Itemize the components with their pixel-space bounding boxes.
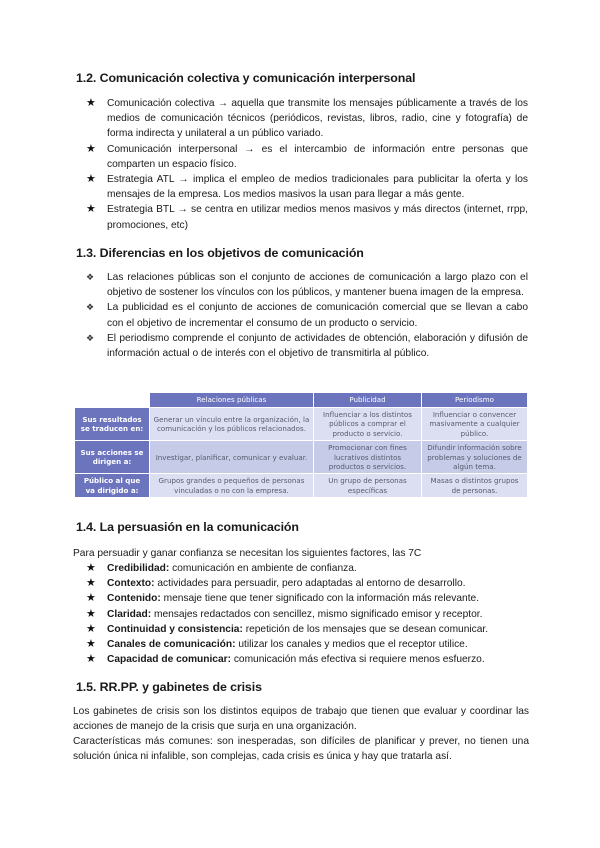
paragraph: Características más comunes: son inesperadas, son difíciles de planificar y prever, no tienen una solución única ni infalible, son complejas, cada crisis es única y hay que tratarla así. — [73, 736, 529, 763]
section-heading-1-2: 1.2. Comunicación colectiva y comunicación interpersonal — [76, 71, 416, 85]
list-item: ❖ La publicidad es el conjunto de acciones de comunicación comercial que se llevan a cabo con el objetivo de incrementar el consumo de un producto o servicio. — [82, 300, 528, 330]
table-cell: Masas o distintos grupos de personas. — [430, 476, 519, 495]
section-1-4-intro: Para persuadir y ganar confianza se necesitan los siguientes factores, las 7C — [73, 548, 422, 559]
table-corner — [75, 393, 150, 408]
list-item: ★ Claridad: mensajes redactados con sencillez, mismo significado emisor y receptor. — [82, 607, 532, 622]
row-label: Sus resultados se traducen en: — [75, 408, 150, 441]
list-item: ★ Credibilidad: comunicación en ambiente de confianza. — [82, 561, 532, 576]
list-item: ★ Comunicación interpersonal → es el intercambio de información entre personas que comparten un espacio físico. — [82, 142, 528, 172]
list-item: ★ Comunicación colectiva → aquella que transmite los mensajes públicamente a través de los medios de comunicación técnicos (periódicos, revistas, libros, radio, cine y fotografía) de forma indirecta y unilateral a un público variado. — [82, 96, 528, 142]
table-header: Publicidad — [314, 393, 422, 408]
table-cell: Un grupo de personas específicas — [328, 476, 407, 495]
row-label: Sus acciones se dirigen a: — [75, 441, 150, 474]
table-cell: Generar un vínculo entre la organización, la comunicación y los públicos relacionados. — [153, 414, 310, 434]
table-row — [75, 474, 528, 498]
table-row — [75, 441, 528, 474]
table-row — [75, 408, 528, 441]
table-cell: Grupos grandes o pequeños de personas vinculadas o no con la empresa. — [158, 476, 305, 495]
list-item: ★ Continuidad y consistencia: repetición de los mensajes que se desean comunicar. — [82, 622, 532, 637]
comparison-table — [74, 392, 528, 498]
list-item: ★ Contenido: mensaje tiene que tener significado con la información más relevante. — [82, 591, 532, 606]
list-item: ❖ Las relaciones públicas son el conjunto de acciones de comunicación a largo plazo con el objetivo de sostener los vínculos con los públicos, y mantener buena imagen de la empresa. — [82, 270, 528, 300]
list-item: ★ Canales de comunicación: utilizar los canales y medios que el receptor utilice. — [82, 637, 532, 652]
table-cell: Influenciar o convencer masivamente a cualquier público. — [429, 410, 520, 438]
seven-c-list — [82, 561, 532, 667]
table-header: Relaciones públicas — [150, 393, 314, 408]
list-item: ★ Capacidad de comunicar: comunicación más efectiva si requiere menos esfuerzo. — [82, 652, 532, 667]
section-heading-1-4: 1.4. La persuasión en la comunicación — [76, 520, 299, 534]
table-cell: Promocionar con fines lucrativos distintos productos o servicios. — [328, 443, 407, 472]
table-cell: Difundir información sobre problemas y soluciones de algún tema. — [427, 443, 522, 472]
section-heading-1-5: 1.5. RR.PP. y gabinetes de crisis — [76, 680, 262, 694]
table-header: Periodismo — [422, 393, 528, 408]
section-1-3-list — [82, 270, 528, 361]
list-item: ★ Estrategia ATL → implica el empleo de medios tradicionales para publicitar la oferta y los mensajes de la empresa. Los medios masivos la usan para llegar a más gente. — [82, 172, 528, 202]
list-item: ★ Estrategia BTL → se centra en utilizar medios menos masivos y más directos (internet, rrpp, promociones, etc) — [82, 202, 528, 232]
table-cell: Investigar, planificar, comunicar y evaluar. — [155, 452, 308, 462]
list-item: ★ Contexto: actividades para persuadir, pero adaptadas al entorno de desarrollo. — [82, 576, 532, 591]
paragraph: Los gabinetes de crisis son los distintos equipos de trabajo que tienen que evaluar y coordinar las acciones de manejo de la crisis que surja en una organización. — [73, 706, 529, 733]
row-label: Público al que va dirigido a: — [75, 474, 150, 498]
list-item: ❖ El periodismo comprende el conjunto de actividades de obtención, elaboración y difusión de información actual o de interés con el objetivo de transmitirla al público. — [82, 331, 528, 361]
section-heading-1-3: 1.3. Diferencias en los objetivos de comunicación — [76, 246, 364, 260]
section-1-2-list — [82, 96, 528, 233]
table-cell: Influenciar a los distintos públicos a comprar el producto o servicio. — [323, 410, 412, 438]
